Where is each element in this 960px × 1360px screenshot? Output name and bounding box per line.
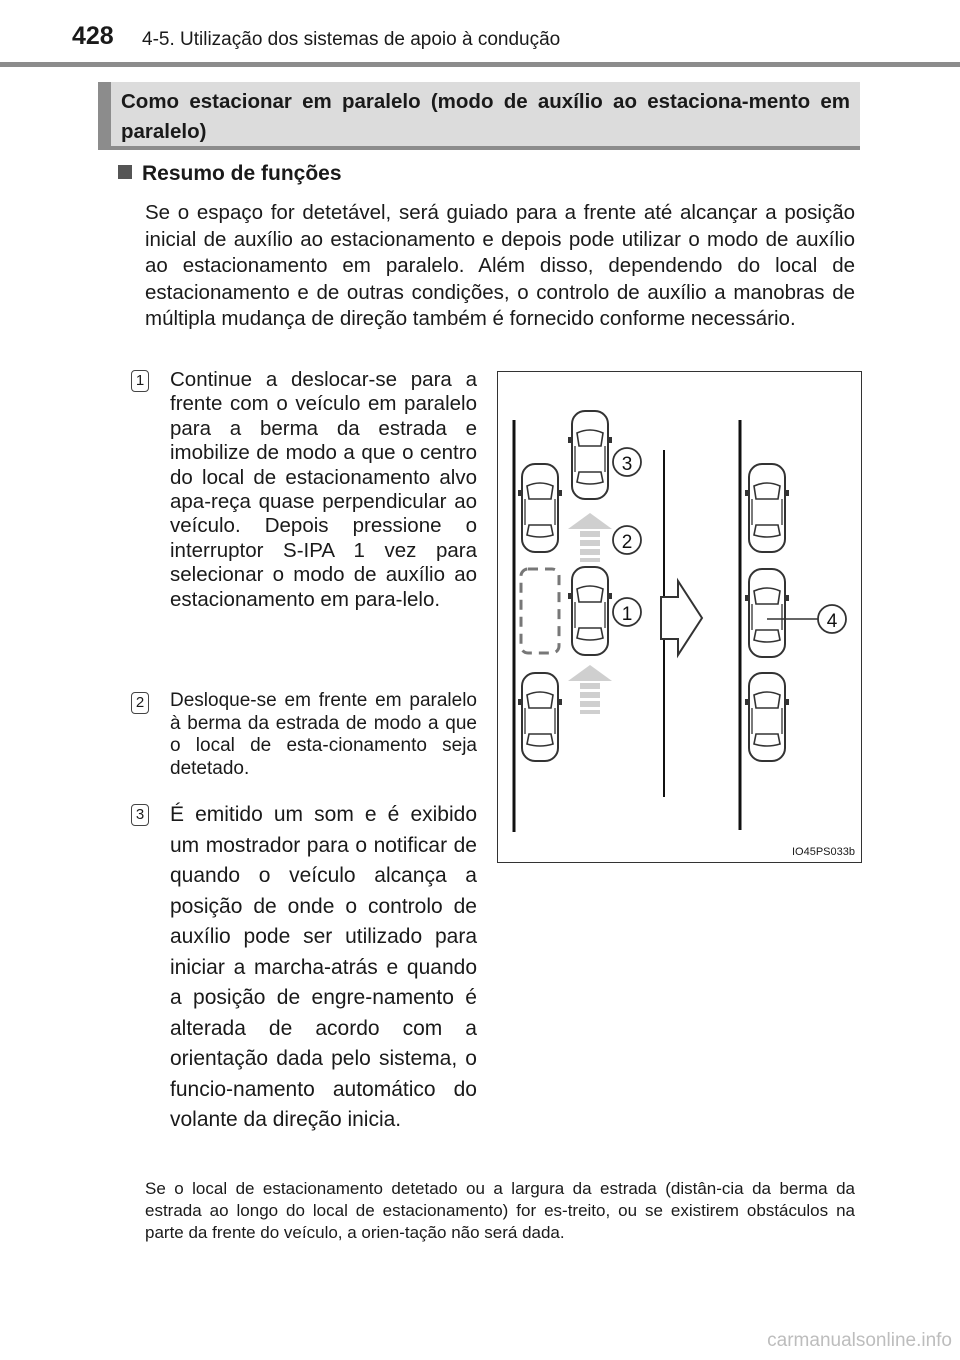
- vehicle-position-1: [568, 567, 612, 655]
- callout-2: 2: [621, 532, 633, 553]
- forward-arrow-icon: [568, 513, 612, 562]
- parked-car: [518, 464, 562, 552]
- step-number-1: 1: [131, 370, 149, 392]
- step-text-1: Continue a deslocar-se para a frente com o veículo em paralelo para a berma da estrada e imobilize de modo a que o centro do local de estacionamento alvo apa-reça quase perpendicular ao veículo. Depois pressione o interruptor S-IPA 1 vez para selecionar o modo de auxílio ao estacionamento em para-lelo.: [170, 368, 477, 611]
- vehicle-parked-result: [745, 569, 789, 657]
- parked-car: [518, 673, 562, 761]
- note-paragraph: Se o local de estacionamento detetado ou a largura da estrada (distân-cia da berma da estrada ao longo do local de estacionamento) for es-treito, ou se existirem obstáculos na parte da frente do veículo, a orien-tação não será dada.: [145, 1179, 855, 1242]
- target-parking-space: [521, 569, 559, 653]
- running-header: 4-5. Utilização dos sistemas de apoio à condução: [142, 29, 561, 50]
- callout-1: 1: [621, 604, 633, 625]
- vehicle-position-3: [568, 411, 612, 499]
- page-number: 428: [72, 22, 114, 50]
- transition-arrow-icon: [661, 581, 702, 655]
- step-text-3: É emitido um som e é exibido um mostrador para o notificar de quando o veículo alcança a posição de onde o controlo de auxílio pode ser utilizado para iniciar a marcha-atrás e quando a posição de engre-namento é alterada de acordo com a orientação dada pelo sistema, o funcio-namento automático do volante da direção inicia.: [170, 803, 477, 1131]
- intro-paragraph: Se o espaço for detetável, será guiado para a frente até alcançar a posição inicial de auxílio ao estacionamento e depois pode utilizar o modo de auxílio ao estacionamento em paralelo. Além disso, dependendo do local de estacionamento e de outras condições, o controlo de auxílio a manobras de múltipla mudança de direção também é fornecido conforme necessário.: [145, 201, 855, 330]
- parking-diagram-svg: [498, 372, 860, 861]
- subheading-label: Resumo de funções: [142, 162, 342, 185]
- step-number-3: 3: [131, 804, 149, 826]
- step-text-2: Desloque-se em frente em paralelo à berma da estrada de modo a que o local de esta-cionamento seja detetado.: [170, 690, 477, 779]
- watermark: carmanualsonline.info: [767, 1330, 952, 1351]
- forward-arrow-icon: [568, 665, 612, 714]
- header-rule: [0, 62, 960, 67]
- section-title: Como estacionar em paralelo (modo de auxílio ao estaciona-mento em paralelo): [121, 90, 850, 143]
- step-number-2: 2: [131, 692, 149, 714]
- section-title-box: [98, 82, 860, 150]
- subheading: [118, 162, 342, 186]
- callout-4: 4: [826, 611, 838, 632]
- parking-diagram: [497, 371, 862, 863]
- square-bullet-icon: [118, 165, 132, 179]
- parked-car: [745, 673, 789, 761]
- parked-car: [745, 464, 789, 552]
- callout-3: 3: [621, 454, 633, 475]
- figure-code: IO45PS033b: [792, 846, 855, 858]
